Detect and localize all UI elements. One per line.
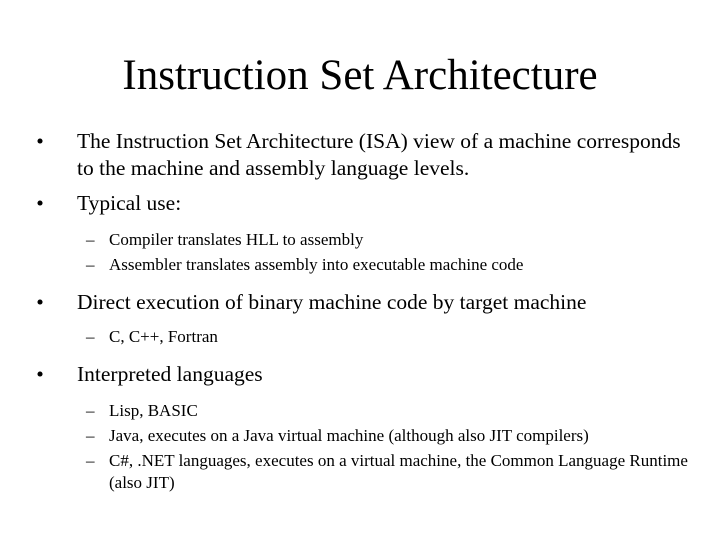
- dash-icon: –: [86, 451, 95, 470]
- bullet-item-typical-use: [30, 190, 700, 217]
- bullet-text: Direct execution of binary machine code by target machine: [77, 290, 587, 314]
- bullet-text: The Instruction Set Architecture (ISA) view of a machine corresponds to the machine and assembly language levels.: [77, 129, 681, 180]
- slide-body: [30, 128, 700, 494]
- sub-bullet-item: [30, 450, 700, 494]
- sub-bullet-item: [30, 229, 700, 251]
- sub-bullet-item: [30, 425, 700, 447]
- sub-bullet-text: C, C++, Fortran: [109, 327, 218, 346]
- dash-icon: –: [86, 255, 95, 274]
- sub-bullet-text: Assembler translates assembly into executable machine code: [109, 255, 524, 274]
- dash-icon: –: [86, 230, 95, 249]
- sub-bullet-text: Java, executes on a Java virtual machine (although also JIT compilers): [109, 426, 589, 445]
- sub-bullet-item: [30, 254, 700, 276]
- dash-icon: –: [86, 401, 95, 420]
- sub-bullet-text: Lisp, BASIC: [109, 401, 198, 420]
- bullet-text: Interpreted languages: [77, 362, 263, 386]
- bullet-item-isa-view: [30, 128, 700, 182]
- bullet-icon: •: [36, 191, 44, 215]
- bullet-text: Typical use:: [77, 191, 182, 215]
- bullet-item-interpreted-languages: [30, 361, 700, 388]
- slide-title: Instruction Set Architecture: [122, 52, 598, 99]
- bullet-icon: •: [36, 129, 44, 153]
- bullet-icon: •: [36, 290, 44, 314]
- sub-bullet-item: [30, 326, 700, 348]
- dash-icon: –: [86, 327, 95, 346]
- dash-icon: –: [86, 426, 95, 445]
- sub-bullet-item: [30, 400, 700, 422]
- bullet-icon: •: [36, 362, 44, 386]
- sub-bullet-text: C#, .NET languages, executes on a virtual machine, the Common Language Runtime (also JIT): [109, 451, 688, 492]
- sub-bullet-text: Compiler translates HLL to assembly: [109, 230, 364, 249]
- bullet-item-direct-execution: [30, 289, 700, 316]
